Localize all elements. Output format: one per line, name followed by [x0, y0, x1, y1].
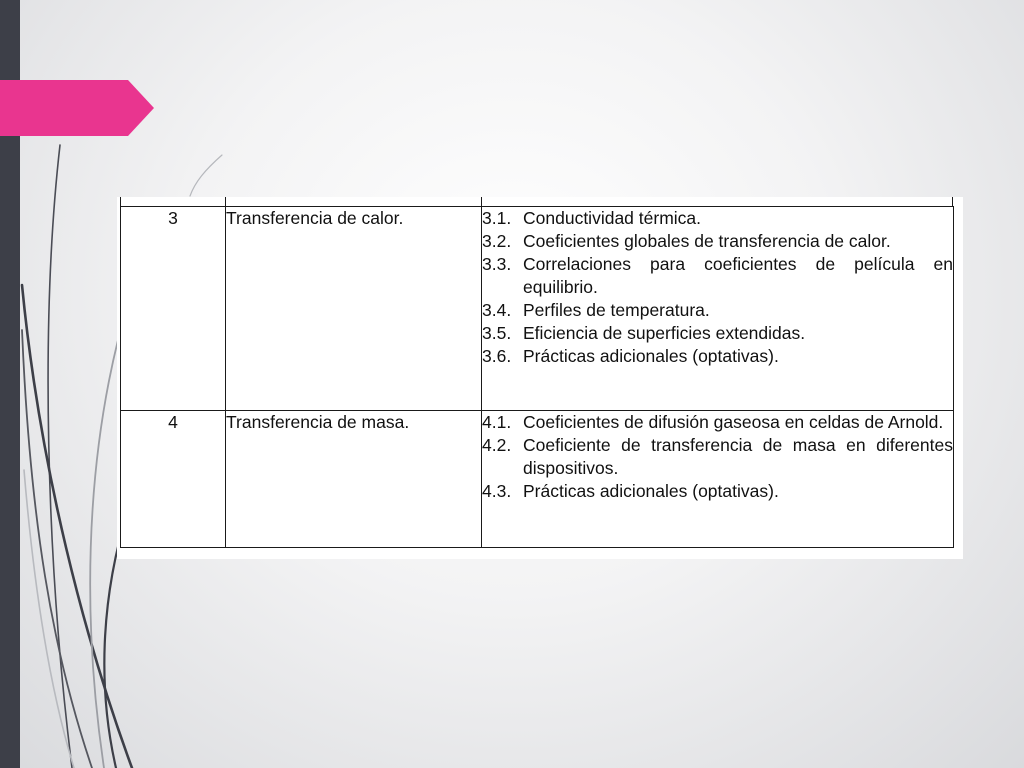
unit-topic: Transferencia de masa.	[226, 411, 482, 548]
pink-arrow-banner	[0, 80, 155, 136]
subtopic-item	[482, 230, 953, 253]
subtopic-text: Prácticas adicionales (optativas).	[523, 481, 779, 501]
subtopic-text: Eficiencia de superficies extendidas.	[523, 323, 806, 343]
subtopic-text: Coeficiente de transferencia de masa en diferentes dispositivos.	[523, 435, 953, 478]
unit-topic: Transferencia de calor.	[226, 207, 482, 411]
subtopic-list	[482, 411, 954, 548]
subtopic-list	[482, 207, 954, 411]
table-row	[121, 207, 954, 411]
subtopic-item	[482, 411, 953, 434]
table-border-stub	[120, 197, 121, 206]
subtopic-item	[482, 345, 953, 368]
subtopic-text: Conductividad térmica.	[523, 208, 701, 228]
subtopic-text: Coeficientes globales de transferencia de calor.	[523, 231, 891, 251]
subtopic-number: 3.6.	[482, 346, 512, 366]
unit-number: 4	[121, 411, 226, 548]
subtopic-text: Prácticas adicionales (optativas).	[523, 346, 779, 366]
table-border-stub	[225, 197, 226, 206]
table-border-stub	[952, 197, 953, 206]
subtopic-number: 4.1.	[482, 412, 512, 432]
subtopic-text: Coeficientes de difusión gaseosa en celdas de Arnold.	[523, 412, 944, 432]
subtopic-item	[482, 434, 953, 480]
subtopic-number: 3.1.	[482, 208, 512, 228]
subtopic-text: Perfiles de temperatura.	[523, 300, 710, 320]
subtopic-number: 3.3.	[482, 254, 512, 274]
subtopic-number: 4.3.	[482, 481, 512, 501]
subtopic-item	[482, 207, 953, 230]
subtopic-number: 3.5.	[482, 323, 512, 343]
table-border-stub	[481, 197, 482, 206]
subtopic-number: 3.4.	[482, 300, 512, 320]
subtopic-item	[482, 299, 953, 322]
unit-number: 3	[121, 207, 226, 411]
subtopic-number: 3.2.	[482, 231, 512, 251]
subtopic-number: 4.2.	[482, 435, 512, 455]
table-row	[121, 411, 954, 548]
syllabus-table	[120, 206, 954, 548]
subtopic-item	[482, 480, 953, 503]
subtopic-item	[482, 322, 953, 345]
syllabus-table-image	[117, 197, 963, 559]
subtopic-text: Correlaciones para coeficientes de película en equilibrio.	[523, 254, 953, 297]
subtopic-item	[482, 253, 953, 299]
